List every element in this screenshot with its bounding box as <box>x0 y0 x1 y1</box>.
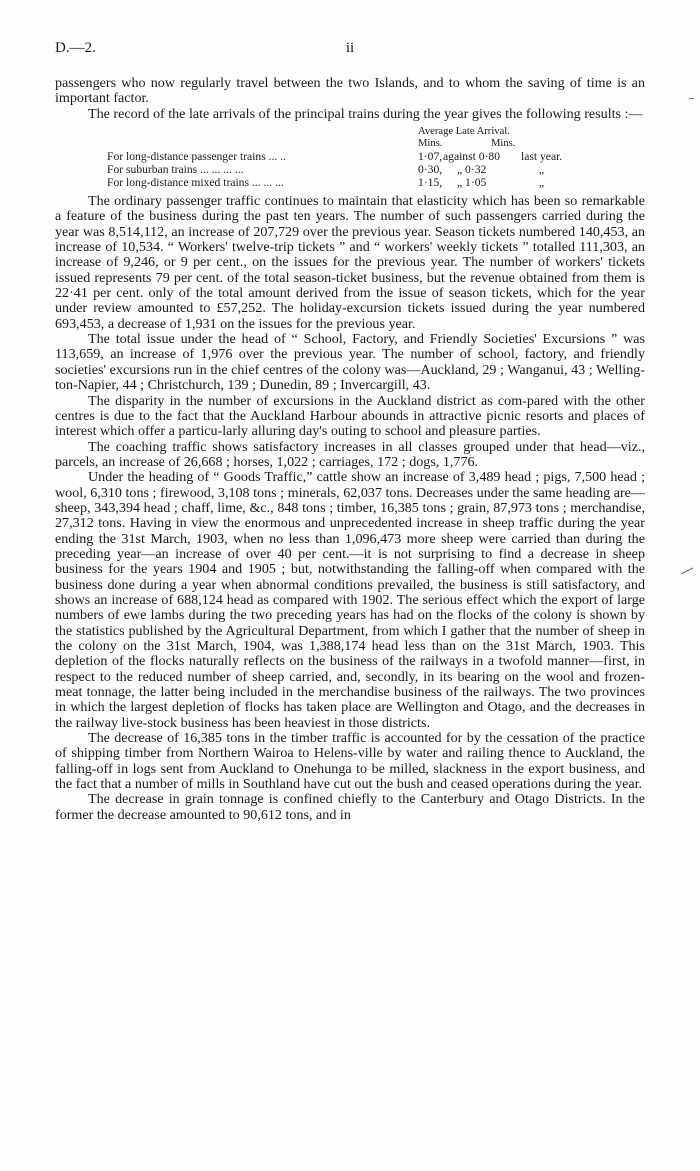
margin-tick <box>680 567 694 575</box>
document-reference: D.—2. <box>55 40 96 56</box>
row-suffix: „ <box>539 163 545 177</box>
row-value: 1·07, <box>418 150 443 164</box>
table-header <box>55 126 645 151</box>
paragraph: The decrease in grain tonnage is confined chiefly to the Canterbury and Otago Districts. In the former the decrease amounted to 90,612 tons, and in <box>55 791 645 823</box>
column-unit: Mins. <box>418 138 443 150</box>
paragraph: Under the heading of “ Goods Traffic,” cattle show an increase of 3,489 head ; pigs, 7,500 head ; wool, 6,310 tons ; firewood, 3,108 tons ; minerals, 62,037 tons. Decreases under the same heading are—sheep, 343,394 head ; chaff, lime, &c., 848 tons ; timber, 16,385 tons ; grain, 87,973 tons ; merchandise, 27,312 tons. Having in view the enormous and unprecedented increase in sheep traffic during the year ending the 31st March, 1903, when no less than 1,096,473 more sheep were carried than during the preceding year—an increase of over 40 per cent.—it is not surprising to find a decrease in sheep business for the years 1904 and 1905 ; but, notwithstanding the falling-off when compared with the business done during a year when abnormal conditions prevailed, the business is still satisfactory, and shows an increase of 688,124 head as compared with 1902. The serious effect which the export of large numbers of ewe lambs during the two preceding years has had on the flocks of the colony is shown by the statistics published by the Agricultural Department, from which I gather that the number of sheep in the colony on the 31st March, 1904, was 1,388,174 head less than on the 31st March, 1903. This depletion of the flocks naturally reflects on the business of the railways in a twofold manner—first, in respect to the reduced number of sheep carried, and, secondly, in its bearing on the wool and frozen-meat tonnage, the latter being included in the merchandise business of the railways. The two provinces in which the largest depletion of flocks has taken place are Wellington and Otago, and the decreases in the railway live-stock business has been heaviest in those districts. <box>55 469 645 731</box>
running-head <box>55 40 645 62</box>
body-text <box>55 76 645 823</box>
row-label: For suburban trains ... ... ... ... <box>107 163 244 177</box>
paragraph: The record of the late arrivals of the principal trains during the year gives the following results :— <box>88 105 643 122</box>
column-unit: Mins. <box>491 138 516 150</box>
paragraph: The ordinary passenger traffic continues to maintain that elasticity which has been so remarkable a feature of the business during the past ten years. The number of such passengers carried during the year was 8,514,112, an increase of 207,729 over the previous year. Season tickets numbered 140,453, an increase of 10,534. “ Workers' twelve-trip tickets ” and “ workers' weekly tickets ” totalled 111,303, an increase of 9,246, or 9 per cent., on the issues for the previous year. The number of workers' tickets issued represents 79 per cent. of the total season-ticket business, but the revenue obtained from them is 22·41 per cent. only of the total amount derived from the issue of season tickets, which for the year under review amounted to £57,252. The holiday-excursion tickets issued during the year numbered 693,453, a decrease of 1,931 on the issues for the previous year. <box>55 193 645 332</box>
paragraph: The total issue under the head of “ School, Factory, and Friendly Societies' Excursions ” was 113,659, an increase of 1,976 over the previous year. The number of school, factory, and friendly societies' excursions run in the chief centres of the colony was—Auckland, 29 ; Wanganui, 43 ; Welling-ton-Napier, 44 ; Christchurch, 139 ; Dunedin, 89 ; Invercargill, 43. <box>55 331 645 394</box>
row-value: 0·30, <box>418 163 443 177</box>
page-number: ii <box>345 40 355 56</box>
margin-mark <box>689 98 694 99</box>
row-compare: „ 1·05 <box>457 176 487 190</box>
row-value: 1·15, <box>418 176 443 190</box>
paragraph: The coaching traffic shows satisfactory increases in all classes grouped under that head—viz., parcels, an increase of 26,668 ; horses, 1,022 ; carriages, 172 ; dogs, 1,776. <box>55 438 645 470</box>
table-title: Average Late Arrival. <box>418 126 510 138</box>
row-compare: against 0·80 <box>443 150 500 164</box>
row-suffix: last year. <box>521 150 563 164</box>
row-label: For long-distance passenger trains ... .. <box>107 150 287 164</box>
paragraph: The decrease of 16,385 tons in the timber traffic is accounted for by the cessation of the practice of shipping timber from Northern Wairoa to Helens-ville by water and railing thence to Auckland, the falling-off in logs sent from Auckland to Onehunga to be milled, slackness in the export business, and the fact that a number of mills in Southland have cut out the bush and ceased operations during the year. <box>55 730 645 793</box>
paragraph: The disparity in the number of excursions in the Auckland district as com-pared with the other centres is due to the fact that the Auckland Harbour abounds in attractive picnic resorts and places of interest which offer a particu-larly alluring day's outing to school and pleasure parties. <box>55 392 645 440</box>
paragraph-continued: passengers who now regularly travel between the two Islands, and to whom the saving of time is an important factor. <box>55 75 645 107</box>
row-suffix: „ <box>539 176 545 190</box>
row-compare: „ 0·32 <box>457 163 487 177</box>
late-arrivals-table <box>55 126 645 190</box>
row-label: For long-distance mixed trains ... ... ... <box>107 176 284 190</box>
table-row <box>55 177 645 190</box>
